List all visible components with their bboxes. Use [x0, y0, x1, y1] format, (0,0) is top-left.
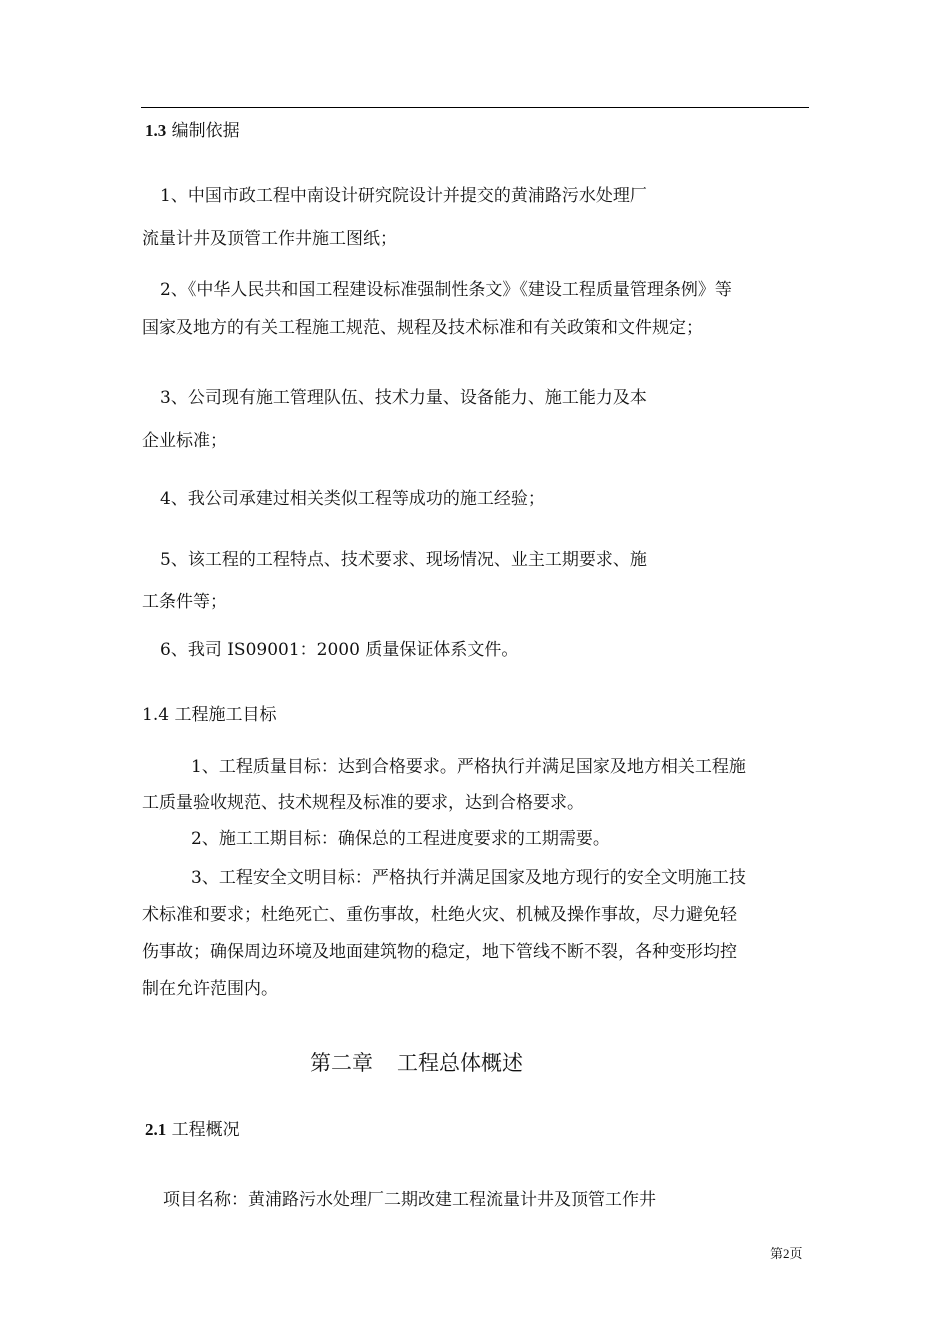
goal-safety-line-2: 术标准和要求；杜绝死亡、重伤事故，杜绝火灾、机械及操作事故，尽力避免轻	[142, 905, 737, 925]
basis-item-2-line-1: 2、《中华人民共和国工程建设标准强制性条文》《建设工程质量管理条例》等	[160, 280, 732, 300]
chapter-title: 工程总体概述	[397, 1051, 523, 1075]
goal-safety-line-3: 伤事故；确保周边环境及地面建筑物的稳定，地下管线不断不裂，各种变形均控	[142, 942, 737, 962]
goal-quality-line-1: 1、工程质量目标：达到合格要求。严格执行并满足国家及地方相关工程施	[191, 757, 746, 777]
basis-item-4: 4、我公司承建过相关类似工程等成功的施工经验；	[160, 489, 545, 509]
section-number: 2.1	[145, 1120, 167, 1139]
header-rule	[141, 107, 809, 108]
goal-safety-line-1: 3、工程安全文明目标：严格执行并满足国家及地方现行的安全文明施工技	[191, 868, 746, 888]
page-number: 第2页	[770, 1246, 803, 1261]
basis-item-5-line-1: 5、该工程的工程特点、技术要求、现场情况、业主工期要求、施	[160, 550, 647, 570]
chapter-heading	[310, 1050, 523, 1076]
section-heading-1-3	[145, 120, 240, 142]
section-heading-1-4: 1.4 工程施工目标	[142, 705, 277, 725]
goal-quality-line-2: 工质量验收规范、技术规程及标准的要求，达到合格要求。	[142, 793, 584, 813]
basis-item-2-line-2: 国家及地方的有关工程施工规范、规程及技术标准和有关政策和文件规定；	[142, 318, 703, 338]
basis-item-3-line-1: 3、公司现有施工管理队伍、技术力量、设备能力、施工能力及本	[160, 388, 647, 408]
section-title: 工程概况	[171, 1120, 240, 1140]
basis-item-1-line-2: 流量计井及顶管工作井施工图纸；	[142, 229, 397, 249]
section-number: 1.3	[145, 121, 167, 140]
chapter-label: 第二章	[310, 1051, 373, 1075]
section-heading-2-1	[145, 1119, 240, 1141]
goal-schedule: 2、施工工期目标：确保总的工程进度要求的工期需要。	[191, 829, 610, 849]
goal-safety-line-4: 制在允许范围内。	[142, 979, 278, 999]
basis-item-3-line-2: 企业标准；	[142, 431, 227, 451]
project-name: 项目名称：黄浦路污水处理厂二期改建工程流量计井及顶管工作井	[163, 1190, 656, 1210]
basis-item-5-line-2: 工条件等；	[142, 592, 227, 612]
basis-item-1-line-1: 1、中国市政工程中南设计研究院设计并提交的黄浦路污水处理厂	[160, 186, 647, 206]
section-title: 编制依据	[171, 121, 240, 141]
basis-item-6: 6、我司 IS09001：2000 质量保证体系文件。	[160, 640, 519, 660]
